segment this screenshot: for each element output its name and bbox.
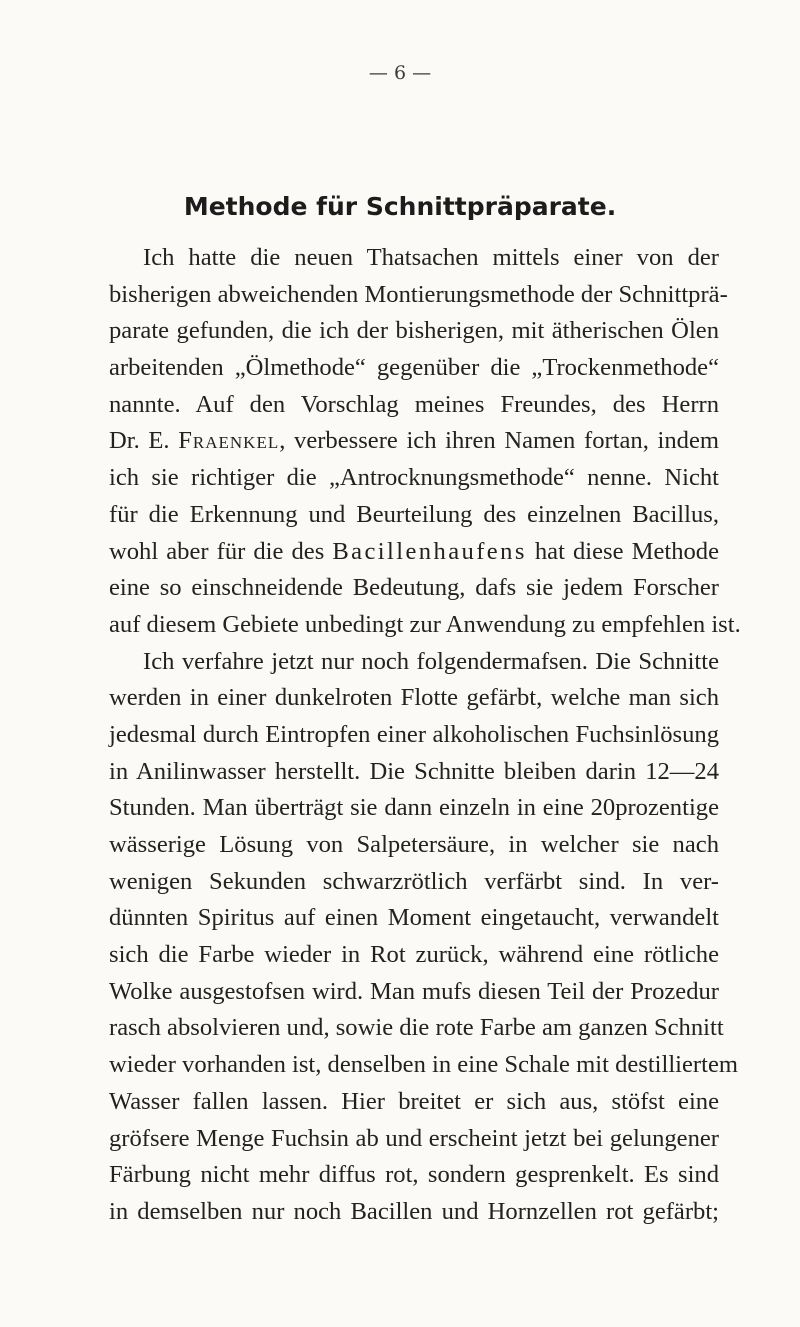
- text-line: rasch absolvieren und, sowie die rote Farbe am ganzen Schnitt: [109, 1014, 724, 1042]
- text-line: bisherigen abweichenden Montierungsmethode der Schnittprä-: [109, 280, 728, 308]
- text-line: dünnten Spiritus auf einen Moment eingetaucht, verwandelt: [109, 904, 719, 932]
- text-fragment: wohl aber für die des: [109, 537, 325, 565]
- text-line: Ich hatte die neuen Thatsachen mittels einer von der: [143, 244, 719, 271]
- text-line: werden in einer dunkelroten Flotte gefärbt, welche man sich: [109, 684, 719, 712]
- text-line: [109, 534, 719, 571]
- text-line: in demselben nur noch Bacillen und Hornzellen rot gefärbt;: [109, 1197, 719, 1225]
- text-line: wieder vorhanden ist, denselben in eine Schale mit destilliertem: [109, 1051, 739, 1079]
- paragraph-2: [109, 644, 739, 1231]
- text-line: wenigen Sekunden schwarzrötlich verfärbt sind. In ver-: [109, 867, 719, 895]
- text-line: ich sie richtiger die „Antrocknungsmethode“ nenne. Nicht: [109, 464, 719, 492]
- text-line: in Anilinwasser herstellt. Die Schnitte bleiben darin 12—24: [109, 757, 719, 785]
- text-line: eine so einschneidende Bedeutung, dafs sie jedem Forscher: [109, 574, 719, 602]
- section-heading: Methode für Schnittpräparate.: [183, 192, 617, 221]
- person-name: Fraenkel: [178, 427, 280, 455]
- text-line: jedesmal durch Eintropfen einer alkoholischen Fuchsinlösung: [109, 720, 719, 748]
- emphasized-term: Bacillenhaufens: [332, 537, 527, 565]
- text-line: [109, 423, 719, 460]
- text-line: arbeitenden „Ölmethode“ gegenüber die „Trockenmethode“: [109, 354, 719, 382]
- text-line: Wolke ausgestofsen wird. Man mufs diesen Teil der Prozedur: [109, 977, 719, 1005]
- text-line: für die Erkennung und Beurteilung des einzelnen Bacillus,: [109, 500, 719, 528]
- text-line: auf diesem Gebiete unbedingt zur Anwendung zu empfehlen ist.: [109, 610, 741, 638]
- paragraph-1: [109, 240, 741, 644]
- text-line: Stunden. Man überträgt sie dann einzeln in eine 20prozentige: [109, 794, 719, 822]
- text-line: Wasser fallen lassen. Hier breitet er sich aus, stöfst eine: [109, 1087, 719, 1115]
- page-number: — 6 —: [368, 62, 432, 84]
- text-line: sich die Farbe wieder in Rot zurück, während eine rötliche: [109, 941, 719, 969]
- text-line: Färbung nicht mehr diffus rot, sondern gesprenkelt. Es sind: [109, 1161, 719, 1189]
- text-fragment: Dr. E.: [109, 427, 170, 455]
- text-fragment: hat diese Methode: [534, 537, 720, 565]
- body-text: [109, 240, 741, 1231]
- text-line: parate gefunden, die ich der bisherigen, mit ätherischen Ölen: [109, 317, 719, 345]
- text-line: wässerige Lösung von Salpetersäure, in welcher sie nach: [109, 831, 719, 858]
- text-fragment: , verbessere ich ihren Namen fortan, indem: [279, 427, 719, 455]
- text-line: gröfsere Menge Fuchsin ab und erscheint jetzt bei gelungener: [109, 1124, 719, 1152]
- text-line: Ich verfahre jetzt nur noch folgendermafsen. Die Schnitte: [143, 647, 719, 675]
- text-line: nannte. Auf den Vorschlag meines Freundes, des Herrn: [109, 390, 719, 418]
